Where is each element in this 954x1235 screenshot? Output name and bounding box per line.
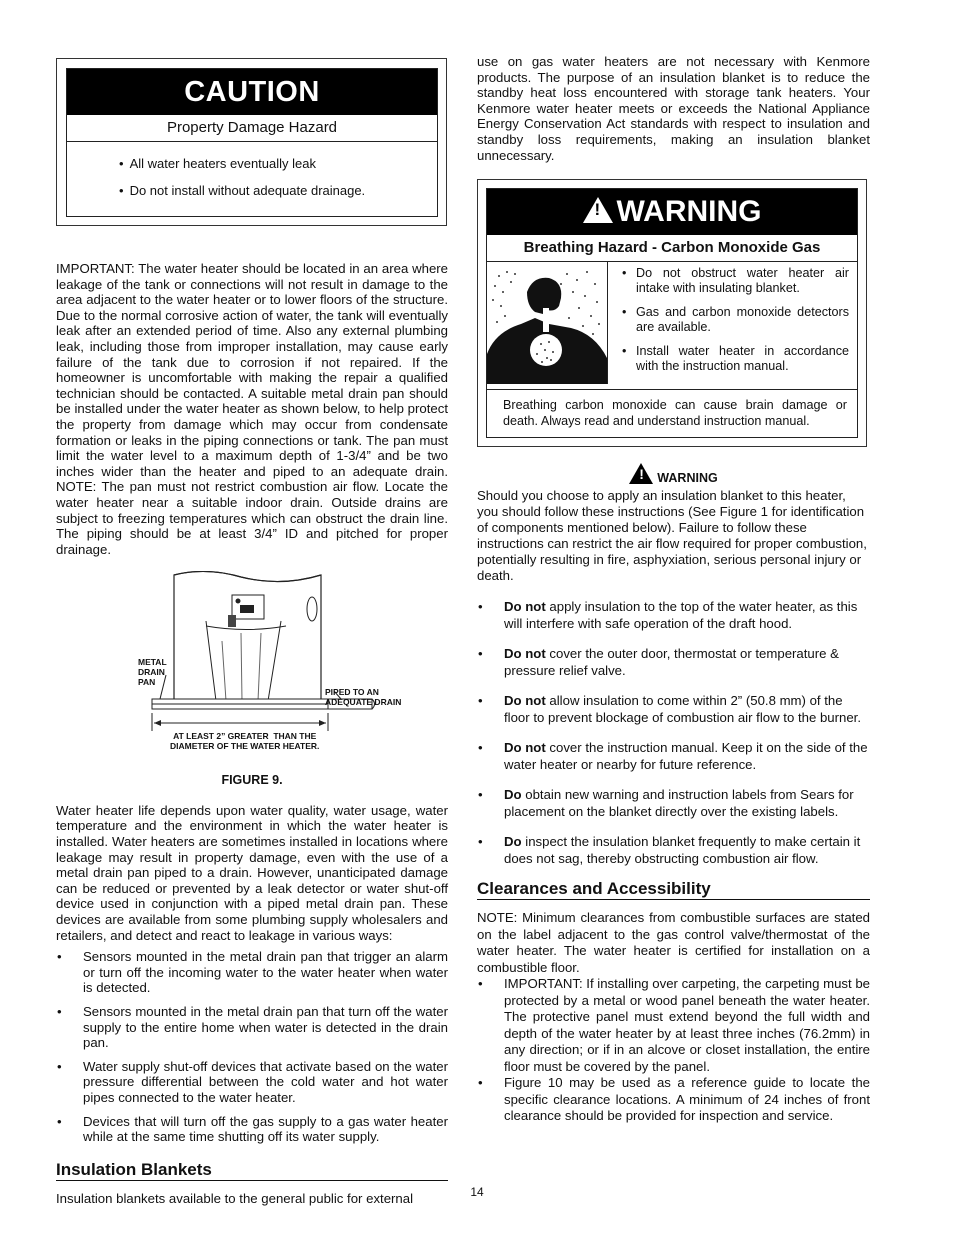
instruction-item: • Do not cover the outer door, thermostat or temperature & pressure relief valve. bbox=[477, 645, 870, 679]
list-item: • Sensors mounted in the metal drain pan that trigger an alarm or turn off the incoming water to the water heater when water is detected. bbox=[56, 949, 448, 996]
insulation-instructions bbox=[477, 598, 870, 867]
label-piped-drain: PIPED TO AN ADEQUATE DRAIN bbox=[325, 687, 402, 708]
left-column bbox=[56, 58, 448, 1207]
label-metal-drain-pan: METAL DRAIN PAN bbox=[138, 657, 167, 688]
instruction-item: • Do not apply insulation to the top of the water heater, as this will interfere with safe operation of the draft hood. bbox=[477, 598, 870, 632]
warning-item: • Do not obstruct water heater air intake with insulating blanket. bbox=[622, 266, 849, 296]
clearances-note: NOTE: Minimum clearances from combustible surfaces are stated on the label adjacent to the gas control valve/thermostat of the water heater. The water heater is certified for installation on a combustible floor. bbox=[477, 910, 870, 975]
warning-label bbox=[477, 179, 867, 447]
label-width-note: AT LEAST 2” GREATER THAN THE DIAMETER OF THE WATER HEATER. bbox=[170, 731, 320, 752]
figure-caption: FIGURE 9. bbox=[221, 773, 283, 788]
caution-list bbox=[67, 142, 437, 216]
warning-triangle-icon: ! bbox=[629, 463, 653, 484]
clearance-item: • Figure 10 may be used as a reference guide to locate the specific clearance locations. A minimum of 24 inches of front clearance should be provided for inspection and service. bbox=[477, 1075, 870, 1125]
warning-triangle-icon: ! bbox=[583, 197, 613, 223]
warning-list bbox=[608, 262, 857, 389]
caution-item: • All water heaters eventually leak bbox=[119, 150, 437, 177]
clearances-heading: Clearances and Accessibility bbox=[477, 881, 870, 901]
list-item: • Water supply shut-off devices that activate based on the water pressure differential between the cold water and hot water pipes connected to the water heater. bbox=[56, 1059, 448, 1106]
list-item: • Devices that will turn off the gas supply to a gas water heater while at the same time shutting off its water supply. bbox=[56, 1114, 448, 1145]
warning-footer: Breathing carbon monoxide can cause brain damage or death. Always read and understand instruction manual. bbox=[503, 398, 847, 429]
insulation-paragraph-start: Insulation blankets available to the general public for external bbox=[56, 1191, 414, 1207]
warning-item: • Install water heater in accordance with the instruction manual. bbox=[622, 344, 849, 374]
co-breathing-hazard-icon bbox=[487, 262, 608, 384]
important-paragraph: IMPORTANT: The water heater should be located in an area where leakage of the tank or connections will not result in damage to the area adjacent to the water heater or to lower floors of the structure. Due to the normal corrosive action of water, the tank will eventually leak after an extended period of time. Also any external plumbing leak, including those from improper installation, may cause early failure of the tank due to corrosion if not repaired. If the homeowner is uncomfortable with making the repair a qualified technician should be contacted. A suitable metal drain pan should be installed under the water heater as shown below, to help protect the property from damage which may occur from condensate formation or leaks in the piping connections or tank. The pan must limit the water level to a maximum depth of 1-3/4” and be two inches wider than the heater and piped to an adequate drain. NOTE: The pan must not restrict combustion air flow. Locate the water heater near a suitable indoor drain. Outside drains are subject to freezing temperatures which can obstruct the drain line. The piping should be at least 3/4” ID and pitched for proper drainage. bbox=[56, 261, 448, 557]
instruction-item: • Do not allow insulation to come within 2” (50.8 mm) of the floor to prevent blockage of combustion air flow to the burner. bbox=[477, 692, 870, 726]
instruction-item: • Do inspect the insulation blanket frequently to make certain it does not sag, thereby obstructing combustion air flow. bbox=[477, 833, 870, 867]
life-paragraph: Water heater life depends upon water quality, water usage, water temperature and the environment in which the water heater is installed. Water heaters are sometimes installed in locations where leakage may result in property damage, even with the use of a metal drain pan piped to a drain. However, unanticipated damage can be reduced or prevented by a leak detector or water shut-off device used in conjunction with a piped metal drain pan. These devices are available from some plumbing supply wholesalers and retailers, and detect and react to leakage in various ways: bbox=[56, 802, 448, 943]
caution-label bbox=[56, 58, 447, 226]
right-column bbox=[477, 54, 870, 1125]
small-warning-heading: ! WARNING bbox=[477, 463, 870, 487]
instruction-item: • Do obtain new warning and instruction labels from Sears for placement on the blanket directly over the existing labels. bbox=[477, 786, 870, 820]
clearance-item: • IMPORTANT: If installing over carpeting, the carpeting must be protected by a metal or wood panel beneath the water heater. The protective panel must extend beyond the full width and depth of the water heater by at least three inches (76.2mm) in any direction; or if in an alcove or closet installation, the entire floor must be covered by the panel. bbox=[477, 976, 870, 1075]
insulation-heading: Insulation Blankets bbox=[56, 1162, 448, 1182]
list-item: • Sensors mounted in the metal drain pan that turn off the water supply to the entire home when water is detected in the drain pan. bbox=[56, 1004, 448, 1051]
warning-title: ! WARNING bbox=[487, 189, 857, 235]
caution-subtitle: Property Damage Hazard bbox=[67, 115, 437, 142]
warning-subtitle: Breathing Hazard - Carbon Monoxide Gas bbox=[487, 235, 857, 262]
figure-9 bbox=[56, 571, 448, 767]
instruction-item: • Do not cover the instruction manual. Keep it on the side of the water heater or nearby for future reference. bbox=[477, 739, 870, 773]
insulation-paragraph-cont: use on gas water heaters are not necessary with Kenmore products. The purpose of an insulation blanket is to reduce the standby heat loss encountered with storage tank heaters. Your Kenmore water heater meets or exceeds the National Appliance Energy Conservation Act standards with respect to insulation and standby loss requirements, making an insulation blanket unnecessary. bbox=[477, 54, 870, 163]
leak-device-list bbox=[56, 949, 448, 1145]
drain-pan-illustration bbox=[56, 571, 448, 751]
warning-paragraph: Should you choose to apply an insulation blanket to this heater, you should follow these instructions (See Figure 1 for identification of components mentioned below). Failure to follow these instructions can restrict the air flow required for proper combustion, potentially resulting in fire, asphyxiation, serious personal injury or death. bbox=[477, 487, 867, 583]
warning-item: • Gas and carbon monoxide detectors are available. bbox=[622, 305, 849, 335]
caution-title: CAUTION bbox=[67, 69, 437, 115]
page-number: 14 bbox=[470, 1185, 484, 1199]
caution-item: • Do not install without adequate drainage. bbox=[119, 177, 437, 204]
